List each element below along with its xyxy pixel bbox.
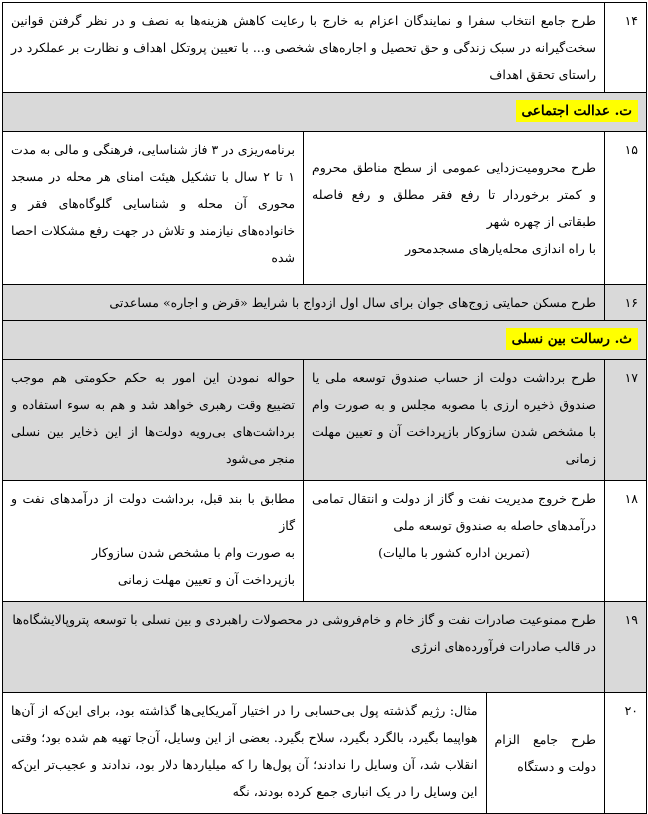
plan-cell bbox=[304, 481, 605, 602]
plan-cell bbox=[3, 602, 605, 693]
section-title-social-justice: ت. عدالت اجتماعی bbox=[516, 100, 638, 122]
table-row bbox=[3, 602, 647, 693]
row-number: ۱۴ bbox=[605, 3, 647, 93]
row-number: ۲۰ bbox=[605, 693, 647, 814]
section-header-cell bbox=[3, 321, 647, 360]
description-text: حواله نمودن این امور به حکم حکومتی هم موجب تضییع وقت رهبری خواهد شد و هم به سوء استفاده و برداشت‌های بی‌رویه دولت‌ها از این ذخایر بین نسلی منجر می‌شود bbox=[3, 360, 304, 481]
section-header-cell bbox=[3, 93, 647, 132]
row-number: ۱۷ bbox=[605, 360, 647, 481]
table-row bbox=[3, 132, 647, 285]
description-text: مطابق با بند قبل، برداشت دولت از درآمدهای نفت و گاز bbox=[11, 491, 296, 533]
plan-text: طرح برداشت دولت از حساب صندوق توسعه ملی یا صندوق ذخیره ارزی با مصوبه مجلس و به صورت وام با مشخص شدن سازوکار بازپرداخت آن و تعیین مهلت زمانی bbox=[304, 360, 605, 481]
table-row bbox=[3, 693, 647, 814]
description-text: مثال: رژیم گذشته پول بی‌حسابی را در اختیار آمریکایی‌ها گذاشته بود، برای این‌که از آن‌ها هواپیما بگیرد، بالگرد بگیرد، سلاح بگیرد. بعضی از این وسایل، آن‌جا تهیه هم شده بود؛ وقتی انقلاب شد، آن وسایل را ندادند؛ آن پول‌ها را که میلیاردها دلار بود، ندادند و عجیب‌تر این‌که این وسایل را در یک انباری جمع کرده بودند، نگه bbox=[11, 703, 478, 799]
plan-text: طرح جامع الزام دولت و دستگاه bbox=[486, 693, 604, 813]
section-title-intergenerational: ث. رسالت بین نسلی bbox=[506, 328, 638, 350]
table-row bbox=[3, 481, 647, 602]
description-text: برنامه‌ریزی در ۳ فاز شناسایی، فرهنگی و مالی به مدت ۱ تا ۲ سال با تشکیل هیئت امنای هر محله در مسجد محوری آن محله و شناسایی گلوگاه‌های فقر و خانواده‌های نیازمند و تلاش در جهت رفع مشکلات احصا شده bbox=[3, 132, 304, 285]
table-row bbox=[3, 3, 647, 93]
plans-table bbox=[2, 2, 647, 814]
plan-text: طرح محرومیت‌زدایی عمومی از سطح مناطق محروم و کمتر برخوردار تا رفع فقر مطلق و رفع فاصله طبقاتی از چهره شهر bbox=[312, 160, 597, 229]
nested-table bbox=[3, 693, 604, 813]
plan-text: (تمرین اداره کشور با مالیات) bbox=[378, 545, 530, 560]
row-number: ۱۹ bbox=[605, 602, 647, 693]
section-row bbox=[3, 93, 647, 132]
table-row bbox=[3, 360, 647, 481]
description-cell bbox=[3, 481, 304, 602]
plan-text: طرح مسکن حمایتی زوج‌های جوان برای سال اول ازدواج با شرایط «قرض و اجاره» مساعدتی bbox=[3, 285, 605, 321]
plan-text: با راه اندازی محله‌یارهای مسجدمحور bbox=[405, 241, 597, 256]
plan-text: طرح ممنوعیت صادرات نفت و گاز خام و خام‌فروشی در محصولات راهبردی و بین نسلی با توسعه پتروپالایشگاه‌ها bbox=[12, 612, 597, 627]
plan-text: طرح جامع انتخاب سفرا و نمایندگان اعزام به خارج با رعایت کاهش هزینه‌ها به نصف و در نظر گرفتن قوانین سخت‌گیرانه در سبک زندگی و حق تحصیل و اجاره‌های شخصی و... با تعیین پروتکل اهداف و نظارت بر عملکرد در راستای تحقق اهداف bbox=[3, 3, 605, 93]
plan-text: طرح خروج مدیریت نفت و گاز از دولت و انتقال تمامی درآمدهای حاصله به صندوق توسعه ملی bbox=[312, 491, 597, 533]
row-number: ۱۵ bbox=[605, 132, 647, 285]
description-text: به صورت وام با مشخص شدن سازوکار bbox=[91, 545, 296, 560]
description-text: بازپرداخت آن و تعیین مهلت زمانی bbox=[117, 572, 296, 587]
row-number: ۱۸ bbox=[605, 481, 647, 602]
row-number: ۱۶ bbox=[605, 285, 647, 321]
table-row bbox=[3, 285, 647, 321]
plan-cell bbox=[304, 132, 605, 285]
section-row bbox=[3, 321, 647, 360]
plan-text: در قالب صادرات فرآورده‌های انرژی bbox=[410, 639, 597, 654]
nested-cell bbox=[3, 693, 605, 814]
table-row bbox=[3, 693, 604, 813]
